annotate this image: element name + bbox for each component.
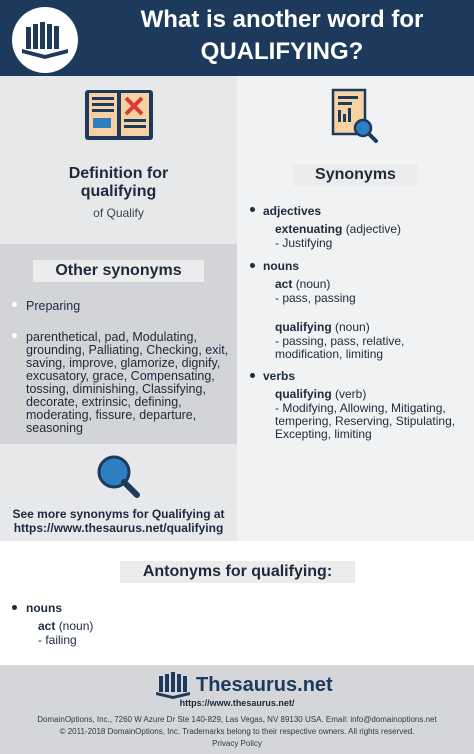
open-book-icon [84,88,154,144]
synonym-word[interactable]: extenuating [275,222,343,236]
synonyms-heading: Synonyms [293,164,418,186]
other-synonyms-heading: Other synonyms [33,260,204,282]
synonym-meaning: - Modifying, Allowing, Mitigating, [275,401,446,415]
synonym-entry [275,277,330,291]
synonym-meaning: modification, limiting [275,347,384,361]
page-title-line1: What is another word for [140,6,424,33]
book-stack-icon [156,671,194,699]
pos-label: nouns [263,259,299,273]
synonym-meaning: - pass, passing [275,291,356,305]
other-synonym-line[interactable]: moderating, fissure, departure, [26,408,197,422]
bullet [250,263,255,268]
antonym-word[interactable]: act [38,619,56,633]
antonym-entry [38,619,93,633]
definition-heading-line2: qualifying [80,183,157,200]
definition-heading [0,165,237,201]
other-synonym-line[interactable]: decorate, extrinsic, defining, [26,395,182,409]
synonym-entry [275,387,366,401]
other-synonym-line[interactable]: saving, improve, glamorize, dignify, [26,356,221,370]
synonym-meaning: Excepting, limiting [275,427,372,441]
other-synonym-item[interactable]: Preparing [26,299,81,313]
synonym-meaning: tempering, Reserving, Stipulating, [275,414,456,428]
antonym-meaning: - failing [38,633,77,647]
magnifier-icon [96,454,142,500]
bullet [250,373,255,378]
other-synonym-line[interactable]: grounding, Palliating, Checking, exit, [26,343,229,357]
privacy-policy-link[interactable]: Privacy Policy [212,739,262,748]
footer-brand[interactable]: Thesaurus.net [196,674,333,696]
definition-heading-line1: Definition for [68,165,169,182]
synonym-entry [275,222,401,236]
synonym-meaning: - Justifying [275,236,333,250]
page-title-line2: QUALIFYING? [200,38,364,65]
see-more-link[interactable]: https://www.thesaurus.net/qualifying [13,521,224,535]
other-synonym-line[interactable]: seasoning [26,421,83,435]
pos-tag: (noun) [58,619,94,633]
synonym-word[interactable]: act [275,277,293,291]
footer-copyright: © 2011-2018 DomainOptions, Inc. Trademarks belong to their respective owners. All rights reserved. [59,727,415,736]
definition-sub: of Qualify [93,206,144,220]
pos-tag: (verb) [335,387,367,401]
pos-tag: (adjective) [345,222,402,236]
footer-url[interactable]: https://www.thesaurus.net/ [179,698,295,708]
antonyms-heading: Antonyms for qualifying: [120,561,355,583]
pos-tag: (noun) [335,320,370,334]
synonym-word[interactable]: qualifying [275,320,332,334]
other-synonym-line[interactable]: tossing, diminishing, Classifying, [26,382,206,396]
see-more-line1: See more synonyms for Qualifying at [12,507,225,521]
book-stack-icon [12,7,78,73]
see-more-text [0,507,237,535]
bullet [12,333,17,338]
synonym-word[interactable]: qualifying [275,387,332,401]
pos-label: nouns [26,601,62,615]
synonym-meaning: - passing, pass, relative, [275,334,405,348]
bullet [12,302,17,307]
synonym-entry [275,320,370,334]
bullet [12,605,17,610]
pos-label: verbs [263,369,296,383]
pos-tag: (noun) [295,277,331,291]
pos-label: adjectives [263,204,322,218]
other-synonym-line[interactable]: parenthetical, pad, Modulating, [26,330,197,344]
other-synonym-line[interactable]: excusatory, grace, Compensating, [26,369,215,383]
document-search-icon [330,88,380,146]
site-logo[interactable] [12,7,78,73]
bullet [250,207,255,212]
footer-address: DomainOptions, Inc., 7260 W Azure Dr Ste 140-829, Las Vegas, NV 89130 USA. Email: info@domainoptions.net [37,715,437,724]
